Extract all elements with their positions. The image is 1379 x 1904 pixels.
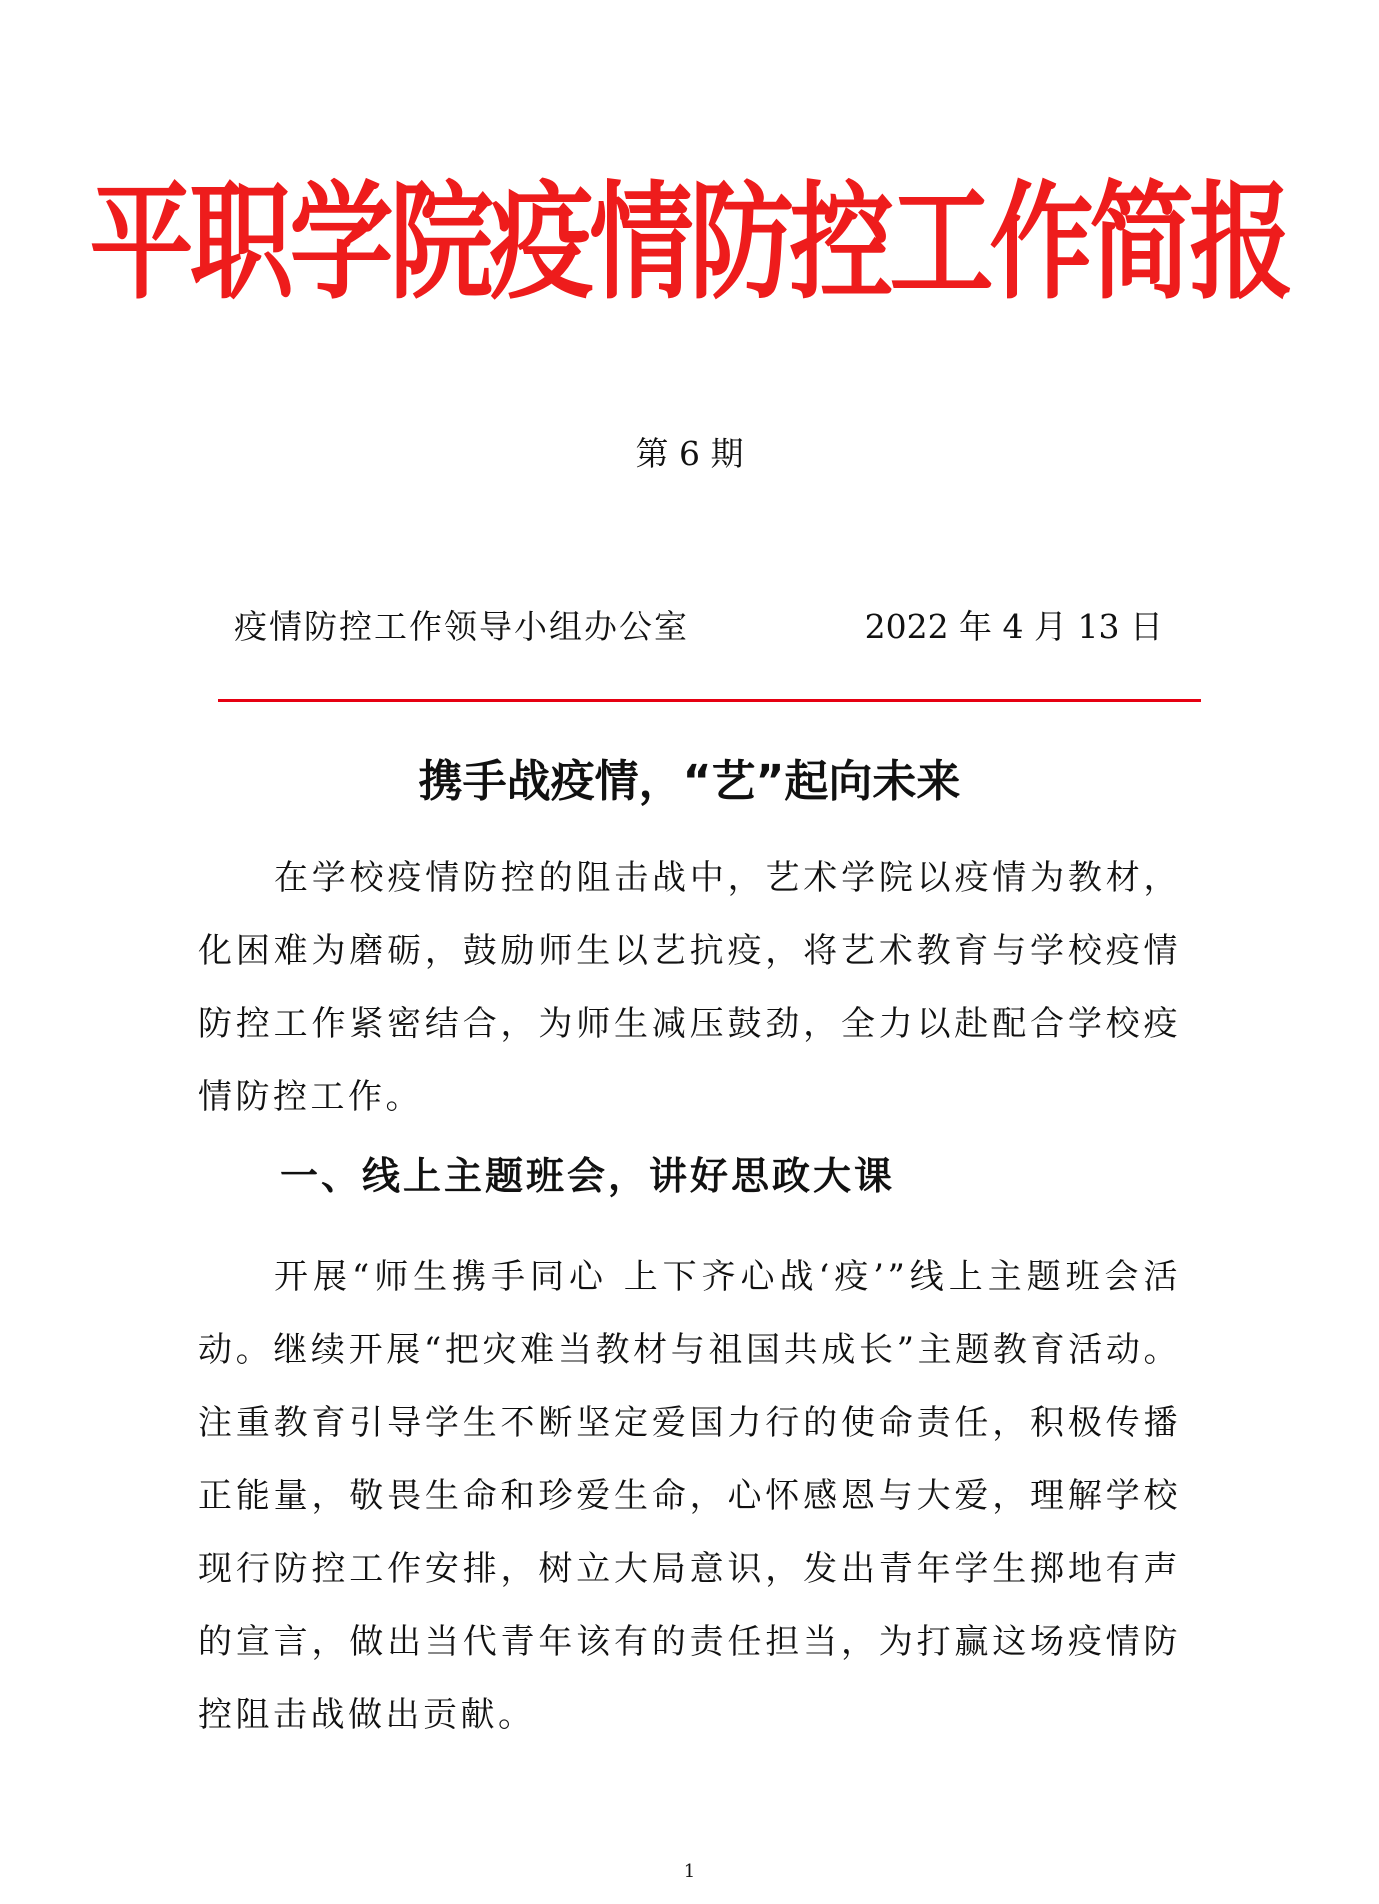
- section-paragraph: 开展“师生携手同心 上下齐心战‘疫’”线上主题班会活动。继续开展“把灾难当教材与祖国共成长”主题教育活动。注重教育引导学生不断坚定爱国力行的使命责任，积极传播正能量，敬畏生命和珍爱生命，心怀感恩与大爱，理解学校现行防控工作安排，树立大局意识，发出青年学生掷地有声的宣言，做出当代青年该有的责任担当，为打赢这场疫情防控阻击战做出贡献。: [198, 1257, 1181, 1735]
- masthead-title: 平职学院疫情防控工作简报: [89, 168, 1290, 318]
- issue-number: 第 6 期: [635, 434, 744, 473]
- section-heading: 一、线上主题班会，讲好思政大课: [280, 1154, 896, 1198]
- page-number: 1: [683, 1861, 696, 1882]
- article-title: 携手战疫情，“艺”起向未来: [418, 756, 961, 807]
- issue-date: 2022 年 4 月 13 日: [864, 607, 1163, 646]
- issuer-office: 疫情防控工作领导小组办公室: [234, 607, 689, 646]
- red-divider-rule: [218, 699, 1201, 702]
- intro-paragraph: 在学校疫情防控的阻击战中，艺术学院以疫情为教材，化困难为磨砺，鼓励师生以艺抗疫，将艺术教育与学校疫情防控工作紧密结合，为师生减压鼓劲，全力以赴配合学校疫情防控工作。: [198, 858, 1181, 1117]
